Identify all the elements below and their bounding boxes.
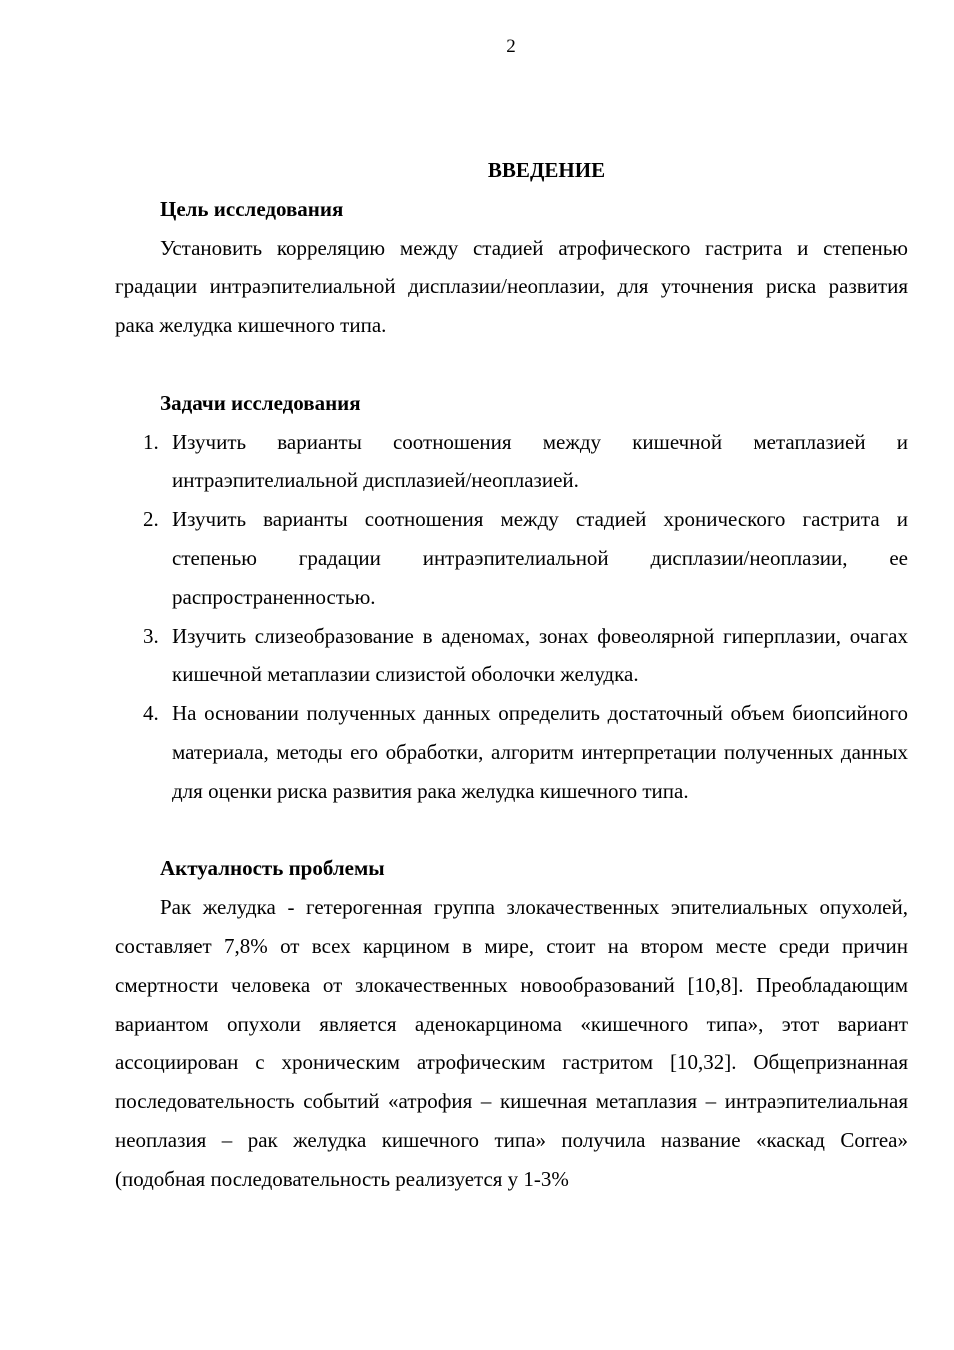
page-number: 2	[506, 36, 516, 57]
spacer	[115, 811, 908, 850]
list-item	[115, 500, 908, 616]
goal-paragraph: Установить корреляцию между стадией атрофического гастрита и степенью градации интраэпителиальной дисплазии/неоплазии, для уточнения риска развития рака желудка кишечного типа.	[115, 235, 908, 338]
tasks-heading: Задачи исследования	[160, 390, 361, 415]
list-item	[115, 423, 908, 501]
list-item-number: 2.	[143, 507, 159, 532]
relevance-paragraph: Рак желудка - гетерогенная группа злокачественных эпителиальных опухолей, составляет 7,8% от всех карцином в мире, стоит на втором месте среди причин смертности человека от злокачественных новообразований [10,8]. Преобладающим вариантом опухоли является аденокарцинома «кишечного типа», этот вариант ассоциирован с хроническим атрофическим гастритом [10,32]. Общепризнанная последовательность событий «атрофия – кишечная метаплазия – интраэпителиальная неоплазия – рак желудка кишечного типа» получила название «каскад Correa» (подобная последовательность реализуется у 1-3%	[115, 895, 908, 1191]
spacer	[115, 345, 908, 384]
goal-heading: Цель исследования	[160, 196, 344, 221]
list-item-text: На основании полученных данных определить достаточный объем биопсийного материала, методы его обработки, алгоритм интерпретации полученных данных для оценки риска развития рака желудка кишечного типа.	[172, 701, 908, 803]
page-content	[115, 151, 908, 1199]
list-item	[115, 694, 908, 810]
list-item-text: Изучить варианты соотношения между кишечной метаплазией и интраэпителиальной дисплазией/неоплазией.	[172, 429, 908, 493]
list-item-text: Изучить варианты соотношения между стадией хронического гастрита и степенью градации интраэпителиальной дисплазии/неоплазии, ее распространенностью.	[172, 507, 908, 609]
list-item-number: 1.	[143, 429, 159, 454]
list-item-number: 4.	[143, 701, 159, 726]
section-title: ВВЕДЕНИЕ	[487, 158, 606, 182]
list-item-number: 3.	[143, 623, 159, 648]
list-item	[115, 617, 908, 695]
tasks-list	[115, 423, 908, 811]
list-item-text: Изучить слизеобразование в аденомах, зонах фовеолярной гиперплазии, очагах кишечной метаплазии слизистой оболочки желудка.	[172, 623, 908, 687]
relevance-heading: Актуалность проблемы	[160, 856, 385, 881]
